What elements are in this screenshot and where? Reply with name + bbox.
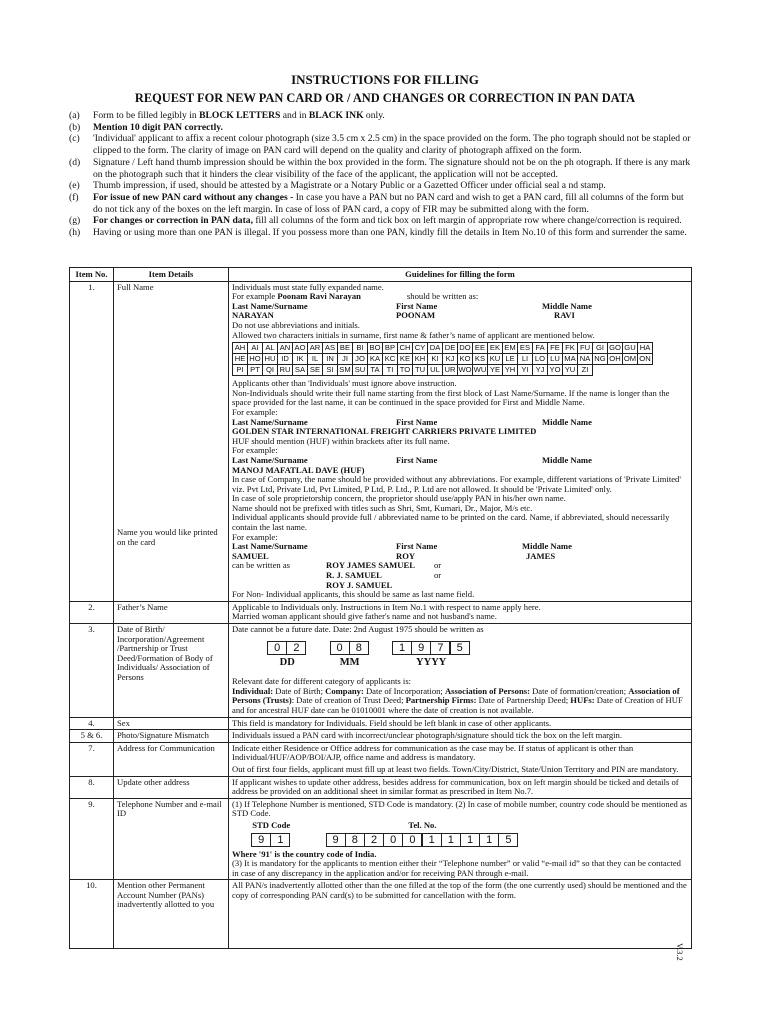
initials-cell: WO (458, 365, 472, 375)
initials-cell: JI (338, 354, 353, 365)
digit-box: 8 (345, 833, 365, 847)
initials-cell: OH (609, 354, 621, 364)
item-guidelines: If applicant wishes to update other address, besides address for communication, box on left margin should be ticked and details of address be provided on an additional sheet in similar format as prescribed in Item No.7. (229, 776, 692, 798)
item-guidelines: Indicate either Residence or Office address for communication as the case may be. If status of applicant is other than Individual/HUF/AOP/BOI/AJP, office name and address is mandatory. Out of first four fields, applicant must fill up at least two fields. Town/City/District, State/Union Territory and PIN are mandatory. (229, 742, 692, 776)
initials-cell: KI (428, 354, 443, 365)
instruction-text: For changes or correction in PAN data, fill all columns of the form and tick box on left margin of appropriate row where change/correction is required. (93, 215, 682, 227)
digit-box: 9 (326, 833, 346, 847)
initials-cell: ZI (578, 365, 593, 376)
initials-cell: EM (504, 343, 516, 353)
item-number: 1. (70, 281, 114, 601)
initials-cell: HA (638, 343, 653, 354)
initials-cell: IL (308, 354, 323, 365)
initials-cell: ES (518, 343, 533, 354)
instruction-item (69, 192, 693, 215)
table-row (70, 776, 692, 798)
initials-cell: AI (248, 343, 263, 354)
initials-cell: AH (233, 343, 248, 354)
item-guidelines: All PAN/s inadvertently allotted other than the one filled at the top of the form (the one currently used) should be mentioned and the copy of corresponding PAN card(s) to be submitted for cancellation with the form. (229, 880, 692, 949)
initials-cell: YU (563, 365, 578, 376)
initials-cell: IK (293, 354, 308, 365)
initials-cell: UL (428, 365, 443, 376)
initials-cell: SM (339, 365, 351, 375)
item-details: Telephone Number and e-mail ID (114, 798, 229, 880)
initials-row (233, 343, 653, 354)
table-header-row (70, 268, 692, 282)
initials-cell: ON (639, 354, 651, 364)
initials-cell: EE (473, 343, 488, 354)
item-details: Address for Communication (114, 742, 229, 776)
item-number: 8. (70, 776, 114, 798)
initials-cell: NG (594, 354, 606, 364)
item-guidelines: This field is mandatory for Individuals. Field should be left blank in case of other applicants. (229, 717, 692, 730)
initials-cell: HE (233, 354, 248, 365)
table-row (70, 730, 692, 743)
initials-cell: CH (398, 343, 413, 354)
initials-cell: TA (368, 365, 383, 376)
initials-cell: AR (308, 343, 323, 354)
item-number: 10. (70, 880, 114, 949)
instruction-letter: (d) (69, 156, 81, 168)
initials-cell: SE (308, 365, 323, 376)
instruction-text: Having or using more than one PAN is illegal. If you possess more than one PAN, kindly fill the details in Item No.10 of this form and surrender the same. (93, 227, 687, 239)
item-label-secondary: Name you would like printed on the card (117, 527, 218, 547)
initials-cell: FA (533, 343, 548, 354)
initials-cell: GU (624, 343, 636, 353)
initials-cell: YI (518, 365, 533, 376)
item-details: Sex (114, 717, 229, 730)
instruction-item (69, 122, 693, 134)
initials-cell: AS (323, 343, 338, 354)
page-title: INSTRUCTIONS FOR FILLING (291, 72, 479, 87)
item-details: Photo/Signature Mismatch (114, 730, 229, 743)
digit-box: 5 (498, 833, 518, 847)
instruction-text: Thumb impression, if used, should be attested by a Magistrate or a Notary Public or a Gazetted Officer under official seal a nd stamp. (93, 180, 606, 192)
initials-cell: KO (458, 354, 473, 365)
initials-cell: TU (413, 365, 428, 376)
column-header-guidelines: Guidelines for filling the form (229, 268, 692, 282)
initials-cell: FK (563, 343, 578, 354)
initials-cell: TI (383, 365, 398, 376)
version-label: V.3.2 (675, 943, 685, 961)
instruction-letter: (g) (69, 215, 81, 227)
initials-cell: ID (278, 354, 293, 365)
item-number: 2. (70, 601, 114, 623)
initials-cell: IN (323, 354, 338, 365)
initials-cell: NA (578, 354, 593, 365)
column-header-item-no: Item No. (70, 268, 114, 282)
digit-box: 0 (402, 833, 422, 847)
instruction-letter: (c) (69, 133, 80, 145)
initials-cell: KU (488, 354, 503, 365)
initials-cell: YJ (533, 365, 548, 376)
instruction-text: Mention 10 digit PAN correctly. (93, 121, 223, 133)
item-details: Mention other Permanent Account Number (PANs) inadvertently allotted to you (114, 880, 229, 949)
allowed-initials-grid (232, 342, 653, 376)
instruction-text: Signature / Left hand thumb impression should be within the box provided in the form. The signature should not be on the ph otograph. If there is any mark on the photograph such that it hinders the clear visibility of the face of the applicant, the application will not be accepted. (93, 156, 691, 180)
initials-cell: LE (503, 354, 518, 365)
instruction-letter: (e) (69, 180, 80, 192)
digit-box: 0 (383, 833, 403, 847)
phone-example: STD Code 9 1 Tel. No. 9 8 2 0 0 1 1 1 1 5 (252, 821, 688, 847)
item-details: Father’s Name (114, 601, 229, 623)
initials-cell: RU (278, 365, 293, 376)
item-number: 9. (70, 798, 114, 880)
item-guidelines: (1) If Telephone Number is mentioned, STD Code is mandatory. (2) In case of mobile number, country code should be mentioned as STD Code. STD Code 9 1 Tel. No. 9 8 2 0 0 1 1 1 1 5 Where '91' is the country code of India. (3) It is mandatory for the applicants to mention either their “Telephone number” or valid “e-mail id” so that they can be contacted in case of any discrepancy in the application and/or for receiving PAN through e-mail. (229, 798, 692, 880)
guidelines-table (69, 267, 692, 949)
initials-cell: BE (338, 343, 353, 354)
initials-cell: HO (249, 354, 261, 364)
initials-cell: YH (503, 365, 518, 376)
column-header-item-details: Item Details (114, 268, 229, 282)
initials-cell: FE (548, 343, 563, 354)
item-guidelines: Individuals issued a PAN card with incorrect/unclear photograph/signature should tick the box on the left margin. (229, 730, 692, 743)
digit-box: 2 (364, 833, 384, 847)
table-row (70, 717, 692, 730)
table-row (70, 624, 692, 718)
initials-cell: AO (293, 343, 308, 354)
digit-box: 1 (460, 833, 480, 847)
initials-cell: AL (263, 343, 278, 354)
initials-row (233, 365, 653, 376)
initials-cell: BP (383, 343, 398, 354)
initials-cell: DA (428, 343, 443, 354)
table-row (70, 281, 692, 601)
initials-cell: TO (398, 365, 413, 376)
digit-box: 9 (251, 833, 271, 847)
instruction-list (69, 110, 693, 239)
initials-cell: GI (593, 343, 608, 354)
item-guidelines: Individuals must state fully expanded name. For example Poonam Ravi Narayan should be written as: Last Name/Surname First Name Middle Name NARAYAN POONAM RAVI Do not use abbreviations and initials. Allowed two characters initials in surname, first name & father’s name of applicant are mentioned below. AH AI AL AN AO AR AS BE BI BO BP CH CY DA DE DO EE EK EM ES FA FE FK FU GI GO GU HA HE HO HU ID IK IL IN JI JO KA KC KE KH KI KJ KO KS KU LE LI LO LU MA NA NG OH OM ON PI PT QI RU SA SE SI SM SU TA TI TO TU UL UR WO WU YE YH YI YJ YO YU ZI Applicants other than 'Individuals' must ignore above instruction. Non-Individuals should write their full name starting from the first block of Last Name/Surname. If the name is longer than the space provided for the last name, it can be continued in the space provided for First and Middle Name. For example: Last Name/Surname First Name Middle Name GOLDEN STAR INTERNATIONAL FREIGHT CARRIERS PRIVATE LIMITED HUF should mention (HUF) within brackets after its full name. For example: Last Name/Surname First Name Middle Name MANOJ MAFATLAL DAVE (HUF) In case of Company, the name should be provided without any abbreviations. For example, different variations of 'Private Limited' viz. Pvt Ltd, Private Ltd, Pvt Limited, P Ltd, P. Ltd., P. Ltd are not allowed. It should be 'Private Limited' only. In case of sole proprietorship concern, the proprietor should use/apply PAN in his/her own name. Name should not be prefixed with titles such as Shri, Smt, Kumari, Dr., Major, M/s etc. Individual applicants should provide full / abbreviated name to be printed on the card. Name, if abbreviated, should necessarily contain the last name. For example: Last Name/Surname First Name Middle Name SAMUEL ROY JAMES can be written as ROY JAMES SAMUEL or R. J. SAMUEL or ROY J. SAMUEL For Non- Individual applicants, this should be same as last name field. (229, 281, 692, 601)
initials-cell: HU (263, 354, 278, 365)
initials-cell: JO (353, 354, 368, 365)
initials-cell: KE (398, 354, 413, 365)
page-subtitle: REQUEST FOR NEW PAN CARD OR / AND CHANGES OR CORRECTION IN PAN DATA (134, 91, 636, 105)
item-guidelines: Applicable to Individuals only. Instructions in Item No.1 with respect to name apply here. Married woman applicant should give father's name and not husband's name. (229, 601, 692, 623)
initials-cell: SU (353, 365, 368, 376)
item-number: 3. (70, 624, 114, 718)
initials-cell: KC (383, 354, 398, 365)
initials-cell: SI (323, 365, 338, 376)
initials-cell: AN (278, 343, 293, 354)
table-row (70, 880, 692, 949)
initials-cell: CY (413, 343, 428, 354)
instruction-item (69, 180, 693, 192)
digit-box: 1 (441, 833, 461, 847)
instruction-letter: (b) (69, 121, 81, 133)
instruction-item (69, 157, 693, 180)
instruction-item (69, 227, 693, 239)
instruction-item (69, 110, 693, 122)
digit-box: 1 (479, 833, 499, 847)
initials-cell: PT (248, 365, 263, 376)
initials-cell: BO (368, 343, 383, 354)
item-number: 7. (70, 742, 114, 776)
instruction-text: 'Individual' applicant to affix a recent colour photograph (size 3.5 cm x 2.5 cm) in the space provided on the form. The pho tograph should not be stapled or clipped to the form. The clarity of image on PAN card will depend on the quality and clarity of photograph affixed on the form. (93, 133, 691, 157)
digit-box: 1 (422, 833, 442, 847)
initials-cell: DE (443, 343, 458, 354)
initials-cell: LU (548, 354, 563, 365)
instruction-letter: (h) (69, 227, 81, 239)
initials-cell: MA (564, 354, 576, 364)
instruction-text: Form to be filled legibly in BLOCK LETTERS and in BLACK INK only. (93, 110, 385, 121)
initials-cell: SA (293, 365, 308, 376)
initials-cell: WU (473, 365, 487, 375)
initials-cell: DO (459, 343, 471, 353)
initials-cell: FU (578, 343, 593, 354)
initials-cell: PI (233, 365, 248, 376)
initials-cell: GO (609, 343, 621, 353)
instruction-item (69, 215, 693, 227)
initials-cell: EK (488, 343, 503, 354)
item-label: Full Name (117, 281, 154, 292)
item-number: 4. (70, 717, 114, 730)
initials-cell: KA (368, 354, 383, 365)
instruction-item (69, 133, 693, 156)
initials-cell: OM (623, 354, 637, 364)
instruction-text: For issue of new PAN card without any changes - In case you have a PAN but no PAN card and wish to get a PAN card, fill all columns of the form but do not tick any of the boxes on the left margin. In case of loss of PAN card, a copy of FIR may be submitted along with the form. (93, 191, 684, 215)
initials-cell: KH (413, 354, 428, 365)
initials-cell: KS (473, 354, 488, 365)
item-details (114, 281, 229, 601)
initials-cell: BI (353, 343, 368, 354)
initials-cell: KJ (443, 354, 458, 365)
initials-cell: YO (548, 365, 563, 376)
item-number: 5 & 6. (70, 730, 114, 743)
table-row (70, 601, 692, 623)
digit-box: 1 (270, 833, 290, 847)
initials-cell: YE (488, 365, 503, 376)
instruction-letter: (a) (69, 110, 80, 121)
item-details: Date of Birth/ Incorporation/Agreement /Partnership or Trust Deed/Formation of Body of Individuals/ Association of Persons (114, 624, 229, 718)
date-example: 0 2 DD 0 8 MM 1 9 7 5 YYYY (268, 641, 688, 668)
initials-row (233, 354, 653, 365)
item-details: Update other address (114, 776, 229, 798)
item-guidelines: Date cannot be a future date. Date: 2nd August 1975 should be written as 0 2 DD 0 8 MM 1 9 7 5 YYYY Relevant date for different category of applicants is: Individual: Date of Birth; Company: Date of Incorporation; Association of Persons: Date of formation/creation; Association of Persons (Trusts): Date of creation of Trust Deed; Partnership Firms: Date of Partnership Deed; HUFs: Date of Creation of HUF and for ancestral HUF date can be 01010001 where the date of creation is not available. (229, 624, 692, 718)
initials-cell: LO (533, 354, 548, 365)
table-row (70, 798, 692, 880)
initials-cell: UR (443, 365, 458, 376)
instruction-letter: (f) (69, 191, 79, 203)
initials-cell: QI (263, 365, 278, 376)
initials-cell: LI (518, 354, 533, 365)
table-row (70, 742, 692, 776)
